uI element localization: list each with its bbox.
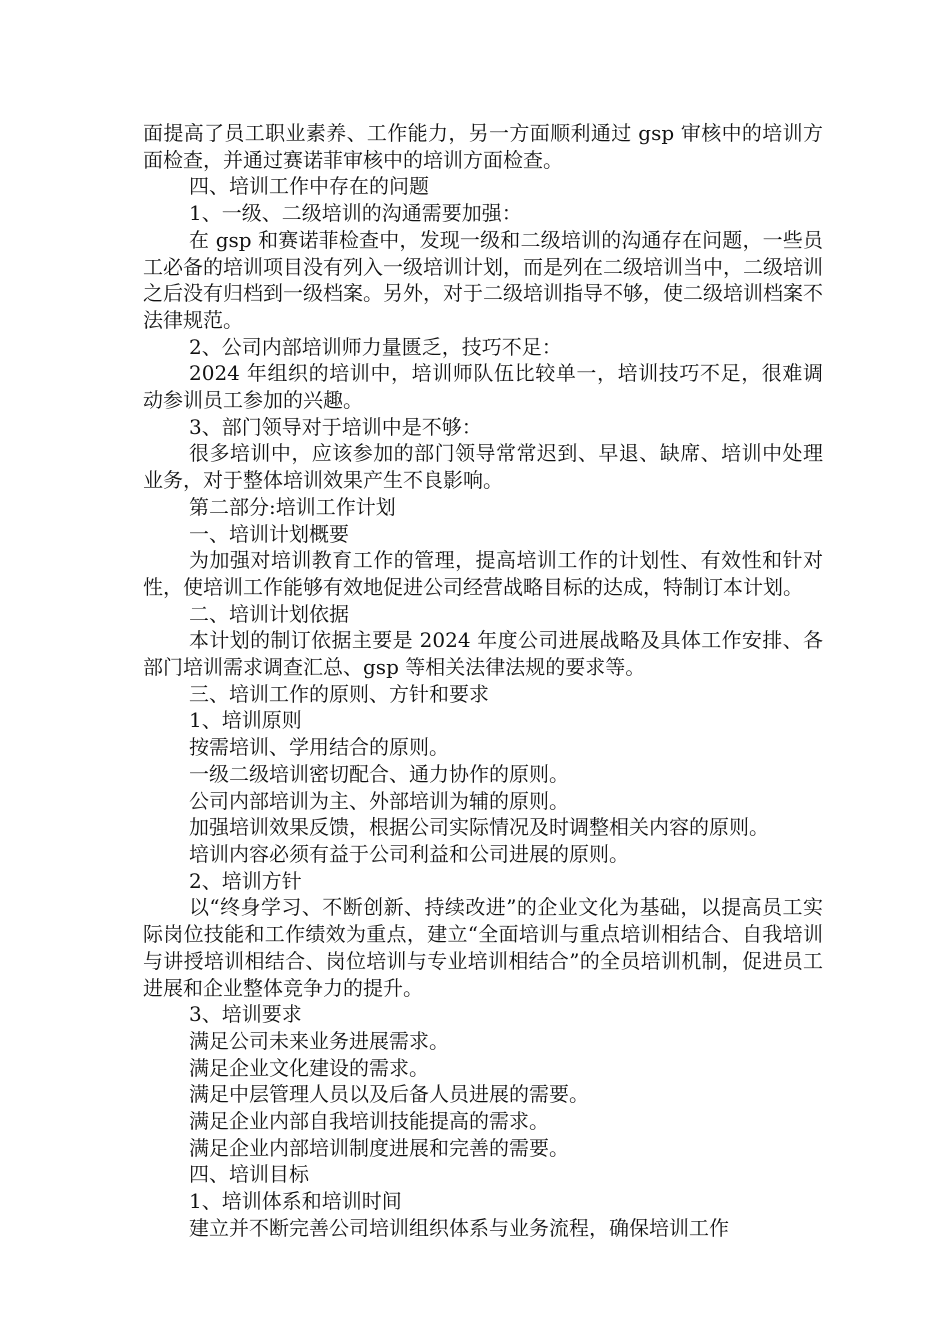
- paragraph-system-time: 建立并不断完善公司培训组织体系与业务流程，确保培训工作: [189, 1215, 729, 1240]
- principle-item: 按需培训、学用结合的原则。: [189, 735, 449, 760]
- section-heading-overview: 一、培训计划概要: [189, 521, 349, 546]
- requirement-item: 满足企业文化建设的需求。: [189, 1055, 429, 1080]
- part-two-heading: 第二部分:培训工作计划: [189, 494, 396, 519]
- subheading-communication: 1、一级、二级培训的沟通需要加强：: [189, 201, 522, 226]
- section-heading-principles: 三、培训工作的原则、方针和要求: [189, 681, 489, 706]
- principle-item: 一级二级培训密切配合、通力协作的原则。: [189, 761, 569, 786]
- paragraph-trainers: 2024 年组织的培训中，培训师队伍比较单一，培训技巧不足，很难调动参训员工参加的兴趣。: [143, 361, 823, 413]
- paragraph-communication: 在 gsp 和赛诺菲检查中，发现一级和二级培训的沟通存在问题，一些员工必备的培训项目没有列入一级培训计划，而是列在二级培训当中，二级培训之后没有归档到一级档案。另外，对于二级培训指导不够，使二级培训档案不法律规范。: [143, 227, 823, 332]
- requirement-item: 满足企业内部培训制度进展和完善的需要。: [189, 1135, 569, 1160]
- principle-item: 培训内容必须有益于公司利益和公司进展的原则。: [189, 841, 629, 866]
- subheading-system-time: 1、培训体系和培训时间: [189, 1189, 402, 1214]
- subheading-trainers: 2、公司内部培训师力量匮乏，技巧不足：: [189, 334, 562, 359]
- section-heading-basis: 二、培训计划依据: [189, 601, 349, 626]
- requirement-item: 满足公司未来业务进展需求。: [189, 1028, 449, 1053]
- subheading-principles: 1、培训原则: [189, 708, 302, 733]
- paragraph-leaders: 很多培训中，应该参加的部门领导常常迟到、早退、缺席、培训中处理业务，对于整体培训效果产生不良影响。: [143, 441, 823, 493]
- document-page: [143, 120, 823, 1242]
- paragraph-policy: 以“终身学习、不断创新、持续改进”的企业文化为基础，以提高员工实际岗位技能和工作绩效为重点，建立“全面培训与重点培训相结合、自我培训与讲授培训相结合、岗位培训与专业培训相结合”的全员培训机制，促进员工进展和企业整体竞争力的提升。: [143, 895, 823, 1000]
- paragraph-overview: 为加强对培训教育工作的管理，提高培训工作的计划性、有效性和针对性，使培训工作能够有效地促进公司经营战略目标的达成，特制订本计划。: [143, 548, 823, 599]
- section-heading-problems: 四、培训工作中存在的问题: [189, 174, 429, 199]
- requirement-item: 满足中层管理人员以及后备人员进展的需要。: [189, 1082, 589, 1107]
- subheading-requirements: 3、培训要求: [189, 1002, 302, 1027]
- paragraph-continuation: 面提高了员工职业素养、工作能力，另一方面顺利通过 gsp 审核中的培训方面检查，并通过赛诺菲审核中的培训方面检查。: [143, 121, 823, 172]
- principle-item: 加强培训效果反馈，根据公司实际情况及时调整相关内容的原则。: [189, 815, 769, 840]
- principle-item: 公司内部培训为主、外部培训为辅的原则。: [189, 788, 569, 813]
- subheading-leaders: 3、部门领导对于培训中是不够：: [189, 414, 482, 439]
- subheading-policy: 2、培训方针: [189, 868, 302, 893]
- section-heading-goals: 四、培训目标: [189, 1162, 309, 1187]
- paragraph-basis: 本计划的制订依据主要是 2024 年度公司进展战略及具体工作安排、各部门培训需求调查汇总、gsp 等相关法律法规的要求等。: [143, 628, 823, 680]
- requirement-item: 满足企业内部自我培训技能提高的需求。: [189, 1109, 549, 1134]
